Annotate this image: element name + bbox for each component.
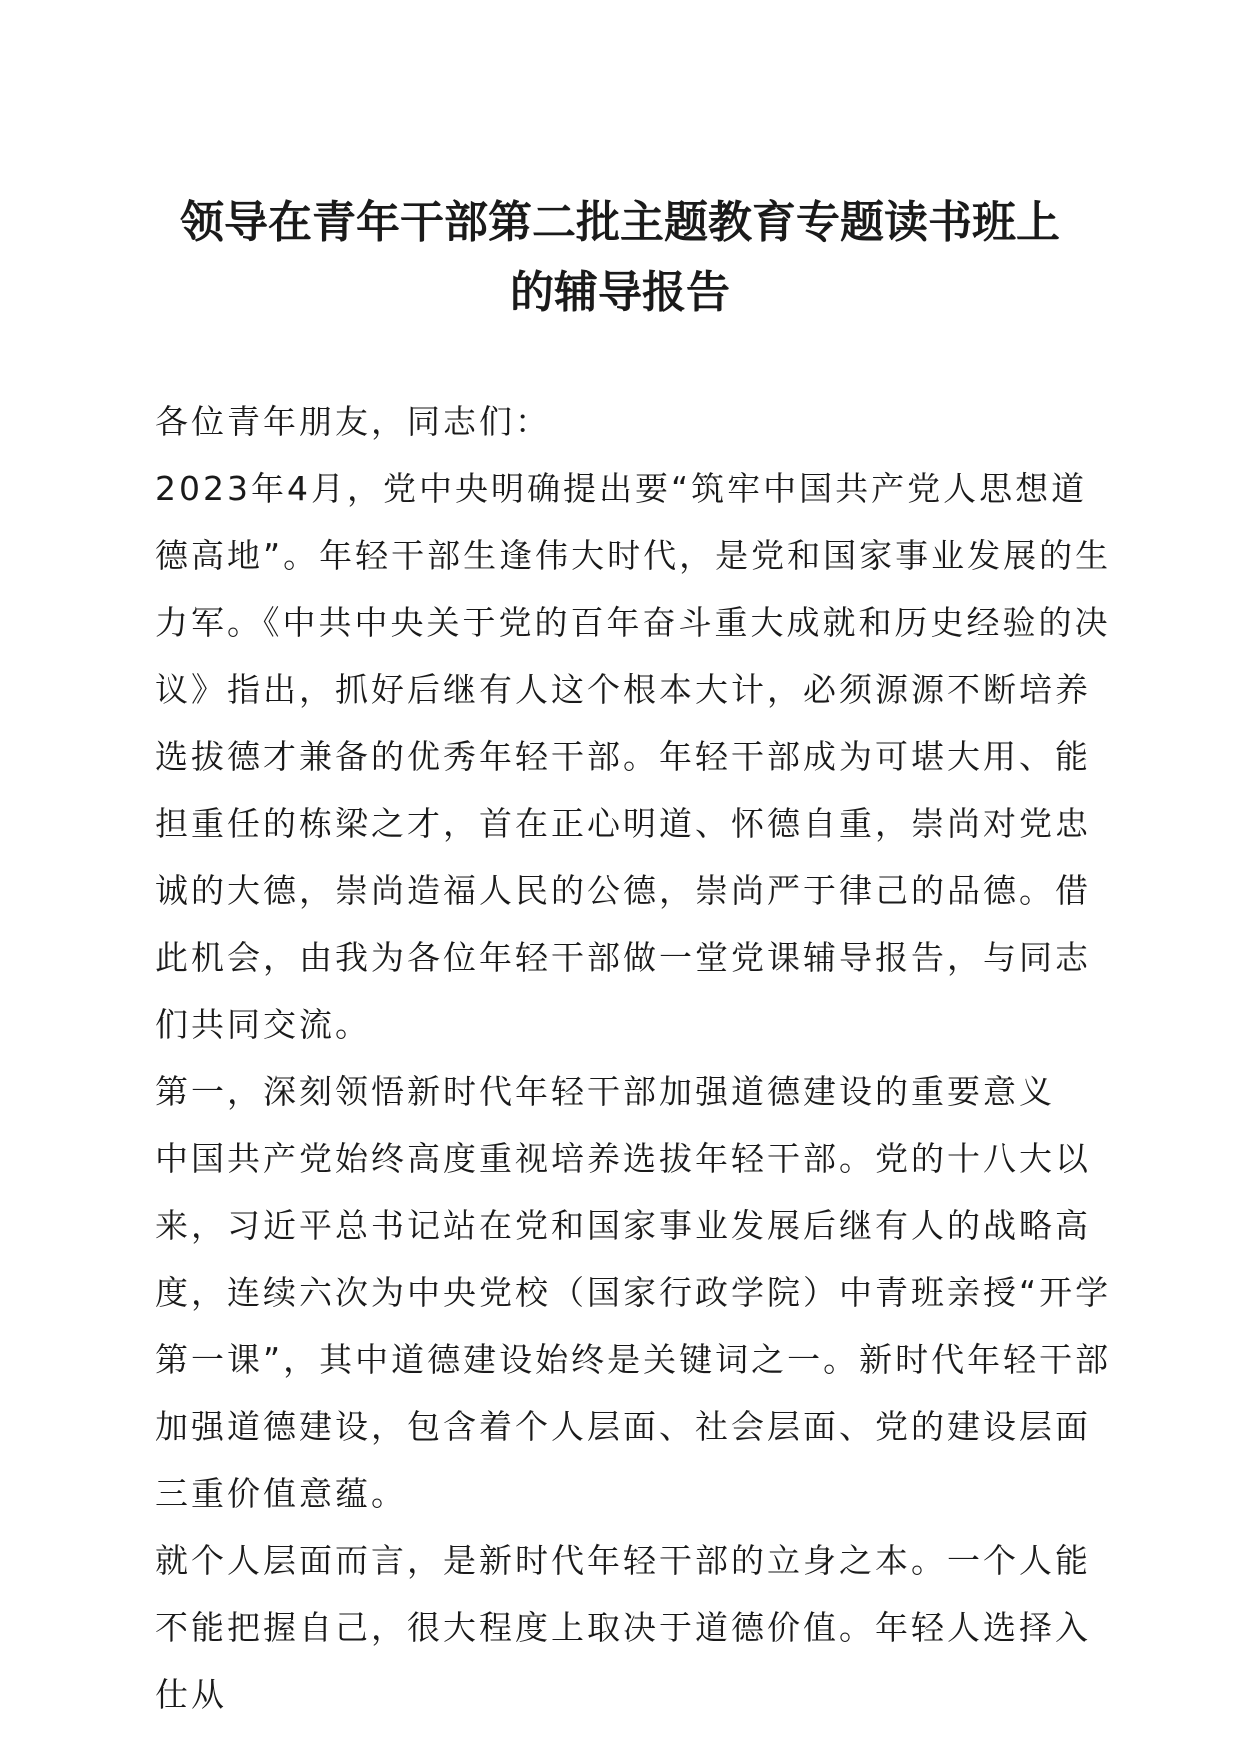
body-paragraph: 就个人层面而言，是新时代年轻干部的立身之本。一个人能不能把握自己，很大程度上取决于道德价值。年轻人选择入仕从 [155, 1541, 1091, 1714]
section-heading-1: 第一，深刻领悟新时代年轻干部加强道德建设的重要意义 [155, 1072, 1055, 1111]
title-line-2: 的辅导报告 [510, 267, 730, 318]
intro-paragraph: 2023年4月，党中央明确提出要“筑牢中国共产党人思想道德高地”。年轻干部生逢伟大时代，是党和国家事业发展的生力军。《中共中央关于党的百年奋斗重大成就和历史经验的决议》指出，抓好后继有人这个根本大计，必须源源不断培养选拔德才兼备的优秀年轻干部。年轻干部成为可堪大用、能担重任的栋梁之才，首在正心明道、怀德自重，崇尚对党忠诚的大德，崇尚造福人民的公德，崇尚严于律己的品德。借此机会，由我为各位年轻干部做一堂党课辅导报告，与同志们共同交流。 [155, 469, 1112, 1044]
document-title [140, 188, 1100, 328]
salutation: 各位青年朋友，同志们： [155, 402, 551, 441]
title-line-1: 领导在青年干部第二批主题教育专题读书班上 [180, 197, 1060, 248]
document-body [155, 388, 1115, 1728]
body-paragraph: 中国共产党始终高度重视培养选拔年轻干部。党的十八大以来，习近平总书记站在党和国家事业发展后继有人的战略高度，连续六次为中央党校（国家行政学院）中青班亲授“开学第一课”，其中道德建设始终是关键词之一。新时代年轻干部加强道德建设，包含着个人层面、社会层面、党的建设层面三重价值意蕴。 [155, 1139, 1112, 1513]
